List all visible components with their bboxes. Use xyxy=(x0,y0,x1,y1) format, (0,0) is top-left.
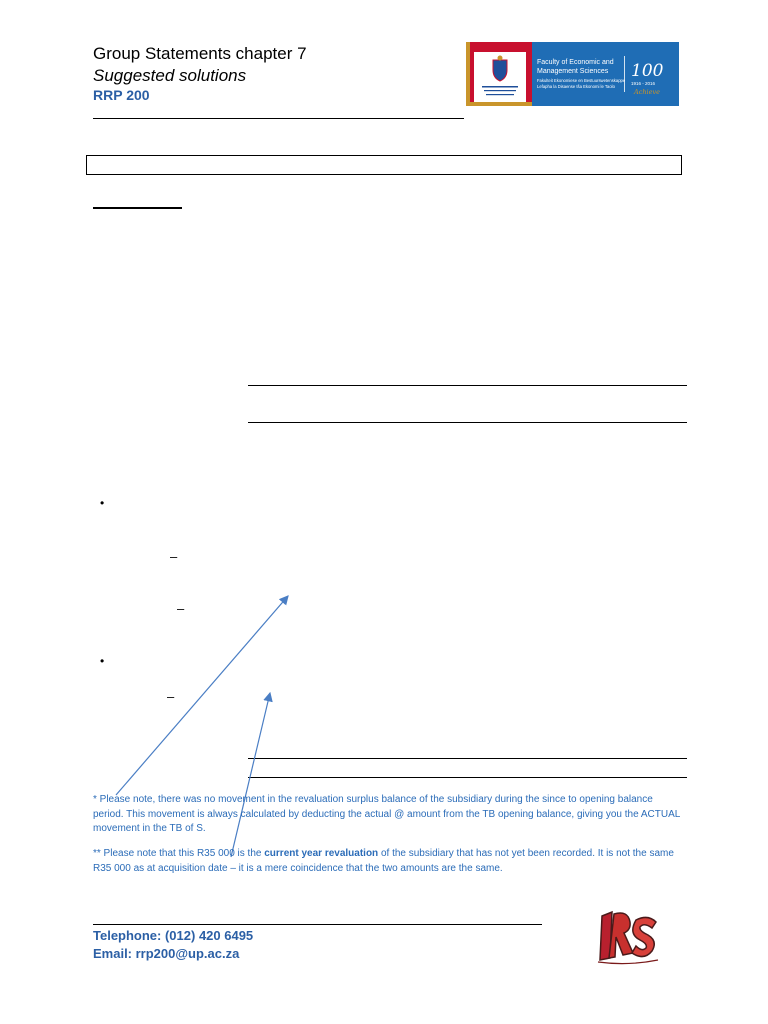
faculty-name-sepedi: Lefapha la Disaense tša Ekonomi le Taolo xyxy=(537,84,615,89)
irs-logo-text: IRS xyxy=(629,967,631,968)
irs-logo xyxy=(596,906,662,968)
footer-rule xyxy=(93,924,542,925)
arrow-note1 xyxy=(116,596,288,795)
note2-prefix: ** Please note that this R35 000 is the xyxy=(93,848,265,859)
footer-email[interactable]: Email: rrp200@up.ac.za xyxy=(93,946,240,961)
dash-marker-1: – xyxy=(170,549,178,564)
centenary-years: 1916 - 2016 xyxy=(631,81,656,86)
dash-marker-3: – xyxy=(167,689,175,704)
document-title: Group Statements chapter 7 xyxy=(93,44,307,63)
faculty-name-line2: Management Sciences xyxy=(537,68,609,75)
note-revaluation-movement: * Please note, there was no movement in the revaluation surplus balance of the subsidiary during the since to opening balance period. This movement is always calculated by deducting the actual @ amount from the TB opening balance, giving you the ACTUAL movement in the TB of S. xyxy=(93,794,680,834)
centenary-tagline: Achieve xyxy=(634,88,660,96)
note2-bold: current year revaluation xyxy=(264,848,379,859)
note2-suffix: of the subsidiary that has not yet been recorded. It is not the same R35 000 as at acquisition date – it is a mere coincidence that the two amounts are the same. xyxy=(93,848,674,874)
faculty-name-afrikaans: Fakulteit Ekonomiese en Bestuurswetenskappe xyxy=(537,78,626,83)
faculty-name-line1: Faculty of Economic and xyxy=(537,59,614,66)
centenary-number: 100 xyxy=(631,61,664,81)
bullet-marker-1: • xyxy=(100,496,105,510)
bullet-marker-2: • xyxy=(100,654,105,668)
document-subtitle: Suggested solutions xyxy=(93,66,247,85)
course-code: RRP 200 xyxy=(93,87,150,103)
dash-marker-2: – xyxy=(177,601,185,616)
note-current-year-revaluation xyxy=(93,847,683,876)
footer-telephone: Telephone: (012) 420 6495 xyxy=(93,928,254,943)
